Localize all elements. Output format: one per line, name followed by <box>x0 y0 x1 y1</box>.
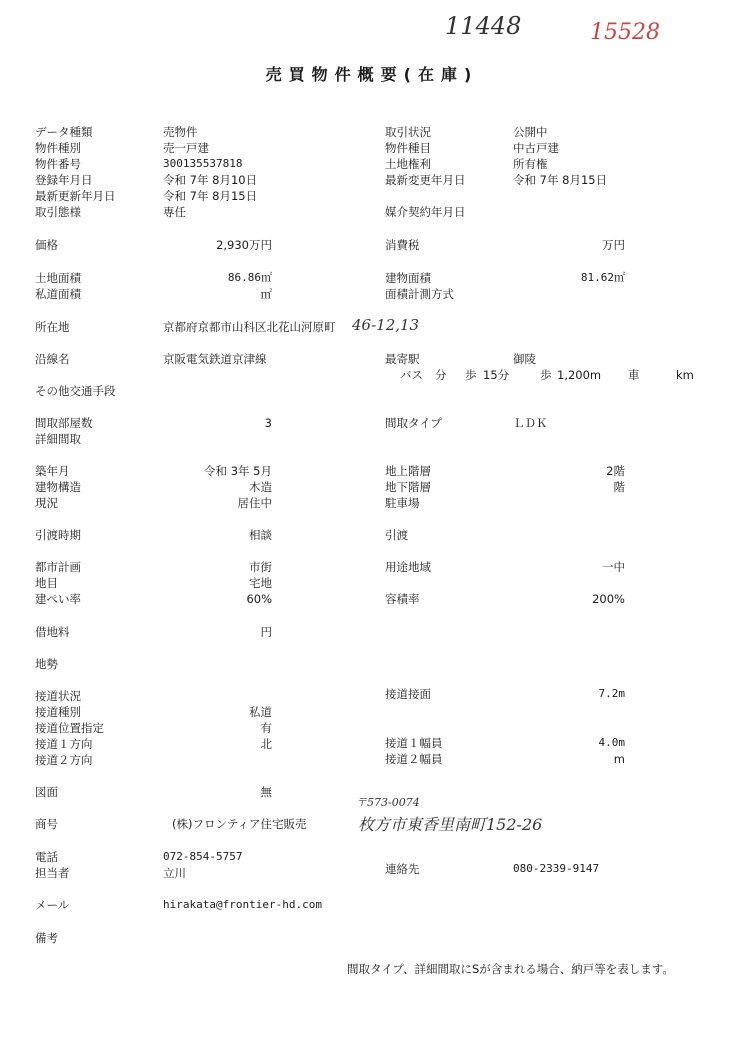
road-status-label: 接道状況 <box>35 689 81 703</box>
road-type-label: 接道種別 <box>35 705 81 719</box>
location-value: 京都府京都市山科区北花山河原町 <box>163 320 336 334</box>
current-status-value: 居住中 <box>237 496 272 510</box>
floor-area-ratio-value: 200% <box>592 592 625 606</box>
location-label: 所在地 <box>35 320 70 334</box>
road2-width-label: 接道２幅員 <box>385 752 443 766</box>
drawing-value: 無 <box>260 785 272 799</box>
land-lease-fee-label: 借地料 <box>35 625 70 639</box>
registered-date-label: 登録年月日 <box>35 173 93 187</box>
access-walk1-value: 15分 <box>483 368 510 382</box>
handwritten-postal-code: 〒573-0074 <box>356 796 420 809</box>
transaction-status-label: 取引状況 <box>385 125 431 139</box>
transaction-status-value: 公開中 <box>513 125 548 139</box>
road1-width-label: 接道１幅員 <box>385 736 443 750</box>
room-count-label: 間取部屋数 <box>35 416 93 430</box>
use-district-value: 一中 <box>602 560 625 574</box>
terrain-label: 地勢 <box>35 657 58 671</box>
detailed-layout-label: 詳細間取 <box>35 432 81 446</box>
road1-direction-value: 北 <box>260 737 272 751</box>
private-road-area-value: ㎡ <box>260 287 272 301</box>
room-count-value: 3 <box>264 416 272 430</box>
private-road-area-label: 私道面積 <box>35 287 81 301</box>
registered-date-value: 令和 7年 8月10日 <box>163 173 258 187</box>
property-type-label: 物件種目 <box>385 141 431 155</box>
road1-width-value: 4.0m <box>598 736 625 749</box>
above-floors-value: 2階 <box>606 464 625 478</box>
consumption-tax-label: 消費税 <box>385 238 420 252</box>
access-car-unit: km <box>676 368 694 382</box>
land-right-value: 所有権 <box>513 157 548 171</box>
road2-direction-label: 接道２方向 <box>35 753 93 767</box>
coverage-ratio-label: 建ぺい率 <box>35 592 81 606</box>
latest-update-date-label: 最新更新年月日 <box>35 189 116 203</box>
current-status-label: 現況 <box>35 496 58 510</box>
phone-value: 072-854-5757 <box>163 850 243 863</box>
coverage-ratio-value: 60% <box>246 592 272 606</box>
other-transport-label: その他交通手段 <box>35 384 116 398</box>
remarks-label: 備考 <box>35 931 58 945</box>
layout-type-value: ＬＤＫ <box>513 416 548 430</box>
area-measure-method-label: 面積計測方式 <box>385 287 454 301</box>
below-floors-label: 地下階層 <box>385 480 431 494</box>
person-in-charge-label: 担当者 <box>35 866 70 880</box>
land-category-value: 宅地 <box>249 576 272 590</box>
land-area-value: 86.86㎡ <box>227 271 272 284</box>
access-walk1: 歩 <box>465 368 477 382</box>
property-category-value: 売一戸建 <box>163 141 209 155</box>
page-title: 売買物件概要(在庫) <box>265 65 479 84</box>
built-date-value: 令和 3年 5月 <box>204 464 272 478</box>
above-floors-label: 地上階層 <box>385 464 431 478</box>
footnote: 間取タイプ、詳細間取にSが含まれる場合、納戸等を表します。 <box>347 962 674 976</box>
road2-width-value: m <box>613 752 625 766</box>
phone-label: 電話 <box>35 850 58 864</box>
price-label: 価格 <box>35 238 58 252</box>
email-value: hirakata@frontier-hd.com <box>163 898 322 911</box>
email-label: メール <box>35 898 70 912</box>
city-planning-value: 市街 <box>249 560 272 574</box>
property-type-value: 中古戸建 <box>513 141 559 155</box>
handover-time-label: 引渡時期 <box>35 528 81 542</box>
consumption-tax-value: 万円 <box>602 238 625 252</box>
line-name-value: 京阪電気鉄道京津線 <box>163 352 267 366</box>
handover-label: 引渡 <box>385 528 408 542</box>
price-value: 2,930万円 <box>216 238 272 252</box>
property-category-label: 物件種別 <box>35 141 81 155</box>
handover-time-value: 相談 <box>249 528 272 542</box>
latest-change-date-value: 令和 7年 8月15日 <box>513 173 608 187</box>
city-planning-label: 都市計画 <box>35 560 81 574</box>
contact-label: 連絡先 <box>385 862 420 876</box>
road-position-designation-label: 接道位置指定 <box>35 721 104 735</box>
transaction-form-value: 専任 <box>163 205 186 219</box>
access-walk2: 歩 <box>540 368 552 382</box>
road-type-value: 私道 <box>249 705 272 719</box>
below-floors-value: 階 <box>613 480 625 494</box>
access-bus: バス <box>400 368 423 382</box>
property-number-value: 300135537818 <box>163 157 243 170</box>
building-area-label: 建物面積 <box>385 271 431 285</box>
latest-change-date-label: 最新変更年月日 <box>385 173 466 187</box>
handwritten-address-suffix: 46-12,13 <box>352 316 420 334</box>
brokerage-contract-date-label: 媒介契約年月日 <box>385 205 466 219</box>
structure-label: 建物構造 <box>35 480 81 494</box>
floor-area-ratio-label: 容積率 <box>385 592 420 606</box>
layout-type-label: 間取タイプ <box>385 416 442 430</box>
nearest-station-label: 最寄駅 <box>385 352 420 366</box>
nearest-station-value: 御陵 <box>513 352 536 366</box>
road-position-designation-value: 有 <box>260 721 272 735</box>
property-number-label: 物件番号 <box>35 157 81 171</box>
use-district-label: 用途地域 <box>385 560 431 574</box>
road1-direction-label: 接道１方向 <box>35 737 93 751</box>
data-kind-label: データ種類 <box>35 125 93 139</box>
data-kind-value: 売物件 <box>163 125 198 139</box>
built-date-label: 築年月 <box>35 464 70 478</box>
handwritten-number-2: 15528 <box>590 20 660 45</box>
building-area-value: 81.62㎡ <box>580 271 625 284</box>
line-name-label: 沿線名 <box>35 352 70 366</box>
contact-value: 080-2339-9147 <box>513 862 600 875</box>
access-walk2-value: 1,200m <box>557 368 602 382</box>
land-right-label: 土地権利 <box>385 157 431 171</box>
handwritten-seller-address: 枚方市東香里南町152-26 <box>358 815 543 834</box>
access-car: 車 <box>628 368 640 382</box>
land-area-label: 土地面積 <box>35 271 81 285</box>
transaction-form-label: 取引態様 <box>35 205 81 219</box>
land-category-label: 地目 <box>35 576 58 590</box>
structure-value: 木造 <box>249 480 272 494</box>
latest-update-date-value: 令和 7年 8月15日 <box>163 189 258 203</box>
parking-label: 駐車場 <box>385 496 420 510</box>
person-in-charge-value: 立川 <box>163 866 186 880</box>
land-lease-fee-value: 円 <box>260 625 272 639</box>
trade-name-value: (株)フロンティア住宅販売 <box>172 817 307 831</box>
drawing-label: 図面 <box>35 785 58 799</box>
road-frontage-value: 7.2m <box>598 687 625 700</box>
handwritten-number-1: 11448 <box>445 12 522 40</box>
trade-name-label: 商号 <box>35 817 58 831</box>
access-bus-min: 分 <box>435 368 447 382</box>
road-frontage-label: 接道接面 <box>385 687 431 701</box>
